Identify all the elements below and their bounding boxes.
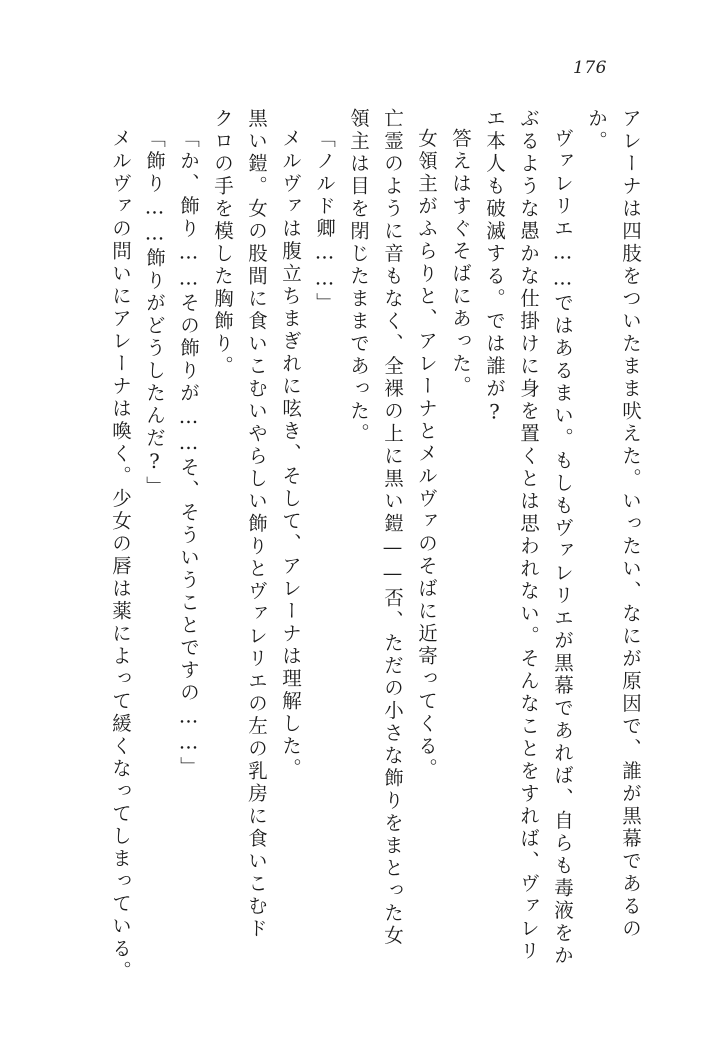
text-line: 答えはすぐそばにあった。 <box>449 128 472 398</box>
text-line: ヴァレリエ……ではあるまい。もしもヴァレリエが黒幕であれば、自らも毒液をか <box>551 128 574 968</box>
text-line: クロの手を模した胸飾り。 <box>211 108 234 378</box>
text-line: 黒い鎧。女の股間に食いこむいやらしい飾りとヴァレリエの左の乳房に食いこむド <box>245 108 268 941</box>
text-line: メルヴァの問いにアレーナは喚く。少女の唇は薬によって緩くなってしまっている。 <box>109 128 132 983</box>
text-line: 「ノルド卿……」 <box>313 128 336 315</box>
text-line: か。 <box>585 108 608 153</box>
page-number: 176 <box>573 58 607 78</box>
text-line: メルヴァは腹立ちまぎれに呟き、そして、アレーナは理解した。 <box>279 128 302 781</box>
text-line: 亡霊のように音もなく、全裸の上に黒い鎧——否、ただの小さな飾りをまとった女 <box>381 108 404 948</box>
text-line: アレーナは四肢をついたまま吠えた。いったい、なにが原因で、誰が黒幕であるの <box>619 108 642 941</box>
text-line: ぶるような愚かな仕掛けに身を置くとは思われない。そんなことをすれば、ヴァレリ <box>517 108 540 963</box>
vertical-text-body <box>56 108 647 988</box>
text-line: 領主は目を閉じたままであった。 <box>347 108 370 446</box>
text-line: 女領主がふらりと、アレーナとメルヴァのそばに近寄ってくる。 <box>415 128 438 781</box>
text-line: エ本人も破滅する。では誰が? <box>483 108 506 427</box>
text-line: 「飾り……飾りがどうしたんだ?」 <box>143 128 166 499</box>
text-line: 「か、飾り……その飾りが……そ、そういうことですの……」 <box>177 128 200 779</box>
